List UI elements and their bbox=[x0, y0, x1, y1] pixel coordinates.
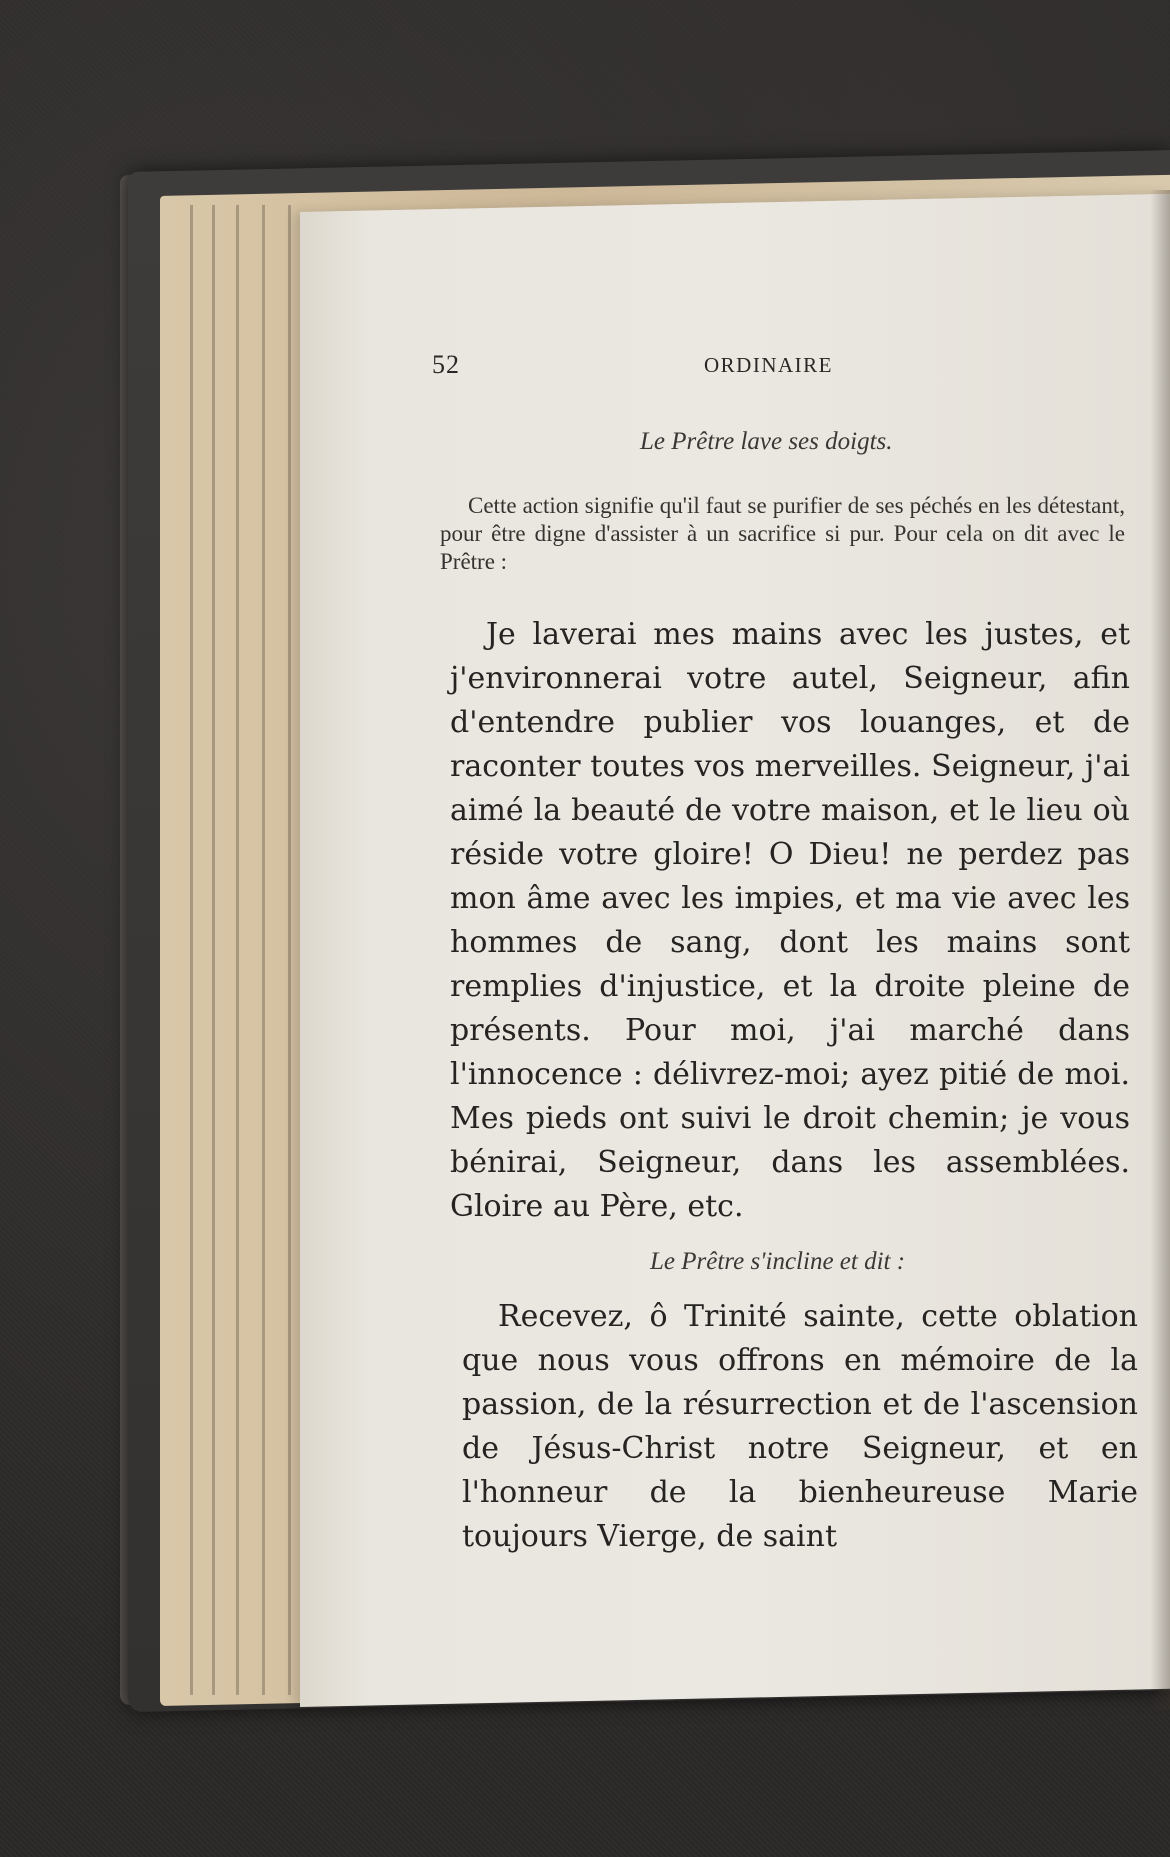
running-head: ORDINAIRE bbox=[704, 353, 833, 377]
prayer-suscipe: Recevez, ô Trinité sainte, cette oblation que nous vous offrons en mémoire de la passion, de la résurrection et de l'ascension de Jésus-Christ notre Seigneur, et en l'honneur de la bienheureuse Marie toujours Vierge, de saint bbox=[462, 1299, 1138, 1554]
rubric-priest-bows: Le Prêtre s'incline et dit : bbox=[650, 1248, 906, 1275]
prayer-lavabo: Je laverai mes mains avec les justes, et j'environnerai votre autel, Seigneur, afin d'entendre publier vos louanges, et de raconter toutes vos merveilles. Seigneur, j'ai aimé la beauté de votre maison, et le lieu où réside votre gloire! O Dieu! ne perdez pas mon âme avec les impies, et ma vie avec les hommes de sang, dont les mains sont remplies d'injustice, et la droite pleine de présents. Pour moi, j'ai marché dans l'innocence : délivrez-moi; ayez pitié de moi. Mes pieds ont suivi le droit chemin; je vous bénirai, Seigneur, dans les assemblées. Gloire au Père, etc. bbox=[450, 617, 1130, 1224]
rubric-wash-fingers: Le Prêtre lave ses doigts. bbox=[640, 428, 893, 455]
explanatory-note: Cette action signifie qu'il faut se purifier de ses péchés en les détestant, pour être digne d'assister à un sacrifice si pur. Pour cela on dit avec le Prêtre : bbox=[440, 493, 1125, 574]
page-number: 52 bbox=[432, 350, 460, 379]
